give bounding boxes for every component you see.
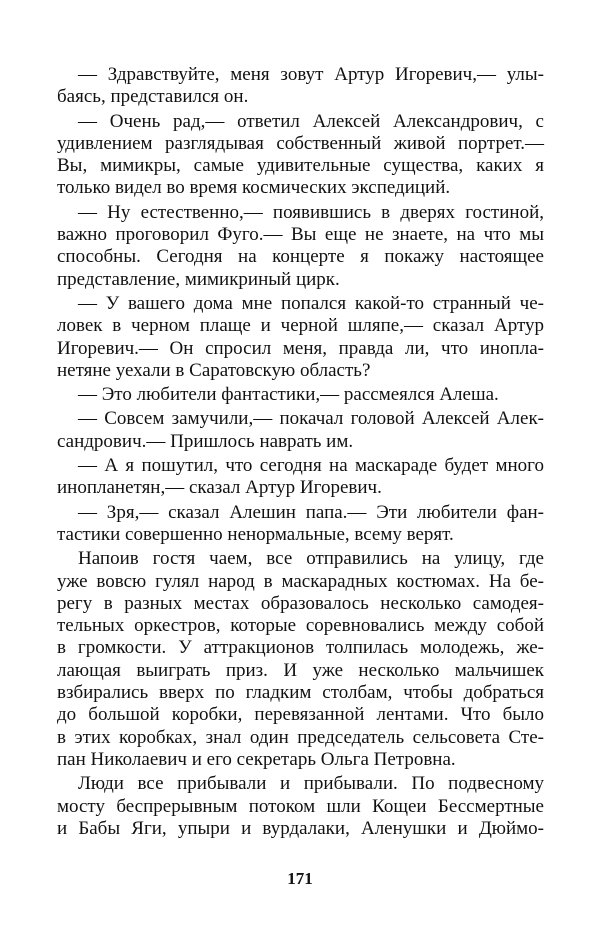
text-line: только видел во время космических экспедиций. — [57, 177, 451, 199]
text-line: — Зря,— сказал Алешин папа.— Эти любители фан- — [78, 501, 544, 523]
text-line: тастики совершенно ненормальные, всему верят. — [57, 523, 454, 545]
paragraph — [57, 502, 544, 547]
text-line: способны. Сегодня на концерте я покажу настоящее — [57, 246, 544, 268]
body-text — [57, 64, 544, 840]
paragraph — [57, 773, 544, 840]
paragraph — [57, 408, 544, 453]
text-line: представление, мимикриный цирк. — [57, 268, 340, 290]
paragraph — [57, 111, 544, 200]
text-line: — Здравствуйте, меня зовут Артур Игоревич,— улы- — [78, 64, 544, 85]
text-line: — Совсем замучили,— покачал головой Алексей Алек- — [78, 408, 544, 430]
text-line: пан Николаевич и его секретарь Ольга Петровна. — [57, 748, 456, 770]
text-line: — Это любители фантастики,— рассмеялся Алеша. — [78, 384, 499, 406]
paragraph — [57, 455, 544, 500]
page-number: 171 — [287, 869, 313, 888]
text-line: баясь, представился он. — [57, 86, 249, 108]
text-line: удивлением разглядывая собственный живой портрет.— — [57, 132, 544, 154]
text-line: сандрович.— Пришлось наврать им. — [57, 430, 354, 452]
text-line: Игоревич.— Он спросил меня, правда ли, что инопла- — [57, 337, 544, 359]
text-line: регу в разных местах образовалось несколько самодея- — [57, 592, 544, 614]
text-line: нетяне уехали в Саратовскую область? — [57, 359, 371, 381]
text-line: до большой коробки, перевязанной лентами. Что было — [57, 704, 544, 726]
text-line: взбирались вверх по гладким столбам, чтобы добраться — [57, 682, 544, 704]
text-line: в громкости. У аттракционов толпилась молодежь, же- — [57, 637, 544, 659]
text-line: Напоив гостя чаем, все отправились на улицу, где — [78, 548, 544, 570]
text-line: — Ну естественно,— появившись в дверях гостиной, — [78, 201, 544, 223]
text-line: и Бабы Яги, упыри и вурдалаки, Аленушки и Дюймо- — [57, 817, 544, 839]
text-line: — У вашего дома мне попался какой-то странный че- — [78, 292, 544, 314]
paragraph — [57, 64, 544, 109]
paragraph — [57, 384, 544, 406]
paragraph — [57, 293, 544, 382]
text-line: важно проговорил Фуго.— Вы еще не знаете, на что мы — [57, 224, 544, 246]
text-line: — А я пошутил, что сегодня на маскараде будет много — [78, 455, 544, 477]
text-line: ловек в черном плаще и черной шляпе,— сказал Артур — [57, 315, 544, 337]
text-line: — Очень рад,— ответил Алексей Александрович, с — [78, 110, 544, 132]
text-line: Вы, мимикры, самые удивительные существа, каких я — [57, 155, 544, 177]
text-line: Люди все прибывали и прибывали. По подвесному — [78, 773, 544, 795]
text-line: уже вовсю гулял народ в маскарадных костюмах. На бе- — [57, 570, 544, 592]
text-line: инопланетян,— сказал Артур Игоревич. — [57, 477, 382, 499]
text-line: тельных оркестров, которые соревновались между собой — [57, 615, 544, 637]
paragraph — [57, 548, 544, 771]
text-line: мосту беспрерывным потоком шли Кощеи Бессмертные — [57, 795, 544, 817]
paragraph — [57, 202, 544, 291]
text-line: лающая выиграть приз. И уже несколько мальчишек — [57, 659, 544, 681]
text-line: в этих коробках, знал один председатель сельсовета Сте- — [57, 726, 544, 748]
